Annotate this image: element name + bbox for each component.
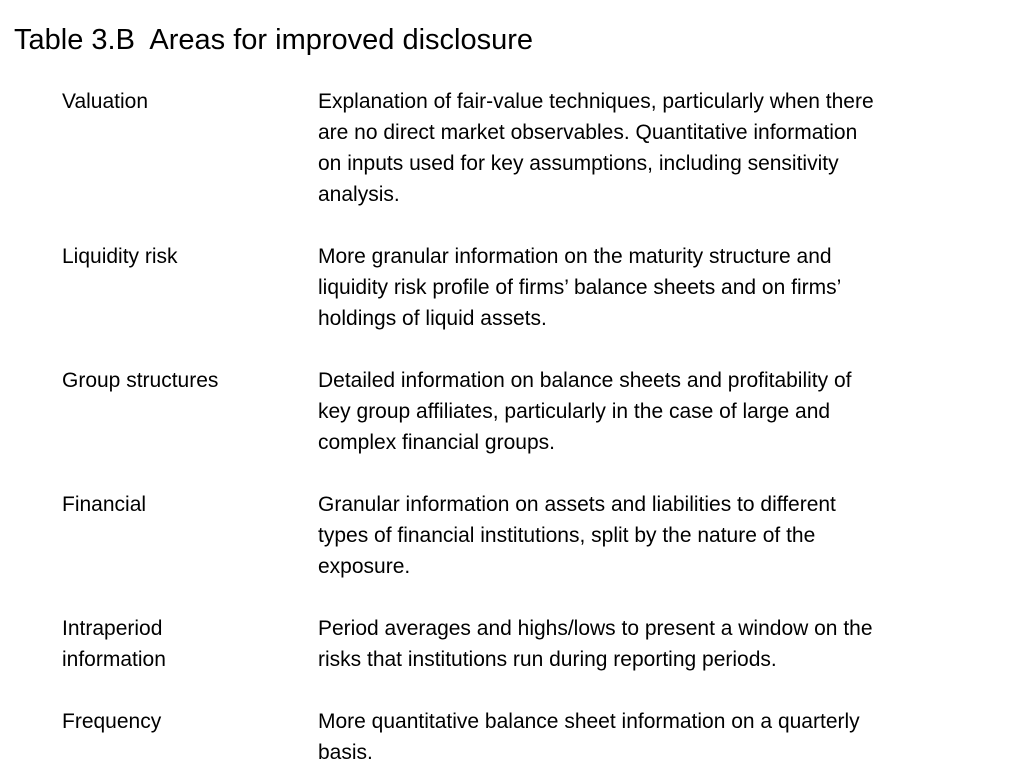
row-description: More quantitative balance sheet information on a quarterly basis.	[318, 710, 860, 764]
table-row	[62, 241, 1012, 334]
disclosure-table	[62, 86, 1012, 768]
row-description: Granular information on assets and liabilities to different types of financial institutions, split by the nature of the exposure.	[318, 493, 836, 578]
row-label: Financial	[62, 493, 147, 516]
row-description: Period averages and highs/lows to present a window on the risks that institutions run during reporting periods.	[318, 617, 873, 671]
row-description: Detailed information on balance sheets and profitability of key group affiliates, particularly in the case of large and complex financial groups.	[318, 369, 852, 454]
row-description: More granular information on the maturity structure and liquidity risk profile of firms’ balance sheets and on firms’ holdings of liquid assets.	[318, 245, 842, 330]
table-row	[62, 613, 1012, 675]
row-description: Explanation of fair-value techniques, particularly when there are no direct market observables. Quantitative information on inputs used for key assumptions, including sensitivity analysis.	[318, 90, 874, 206]
table-row	[62, 86, 1012, 210]
table-row	[62, 706, 1012, 768]
row-label: Intraperiod information	[62, 617, 166, 671]
page-title: Table 3.B Areas for improved disclosure	[14, 24, 534, 56]
row-label: Valuation	[62, 90, 149, 113]
row-label: Group structures	[62, 369, 219, 392]
table-row	[62, 489, 1012, 582]
row-label: Liquidity risk	[62, 245, 178, 268]
table-row	[62, 365, 1012, 458]
row-label: Frequency	[62, 710, 162, 733]
